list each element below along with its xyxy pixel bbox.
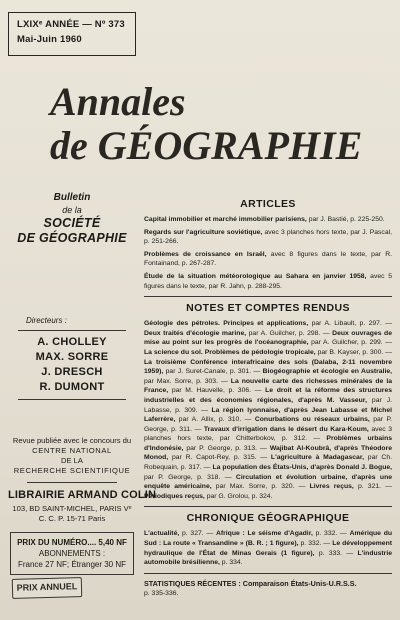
chronique-details: p. 327. — [179, 530, 216, 538]
note-title: Le droit et la réforme des structures industrielles et des économies régionales, d'après M. Vasseur, [144, 387, 393, 404]
publisher-name: LIBRAIRIE ARMAND COLIN [8, 489, 157, 501]
publisher-address: 103, BD SAINT-MICHEL, PARIS Vᵉ [12, 504, 132, 513]
issue-box [8, 12, 136, 56]
article-entry [144, 215, 392, 225]
note-details: par A. Guilcher, p. 299. — [308, 339, 392, 347]
subscription-prices: France 27 NF; Étranger 30 NF [17, 560, 127, 569]
note-details: par P. George, p. 318. — [144, 473, 236, 481]
note-title: La population des États-Unis, d'après Donald J. Bogue, [212, 464, 393, 472]
note-title: Circulation et évolution urbaine, d'après une enquête américaine, [144, 473, 393, 491]
note-title: Périodiques reçus, [144, 492, 205, 500]
note-title: L'agriculture à Madagascar, [270, 454, 364, 462]
note-details: par R. Capot-Rey, p. 315. — [168, 454, 271, 462]
note-title: Wajibat Al-Koubrâ, d'après Théodore Monod, [144, 444, 392, 462]
journal-title-line2: de GÉOGRAPHIE [50, 123, 363, 168]
note-details: avec 3 planches hors texte, par Chitterbokov, p. 312. — [144, 425, 392, 443]
left-column [8, 192, 157, 575]
chronique-heading: CHRONIQUE GÉOGRAPHIQUE [186, 512, 350, 525]
note-title: Deux traités d'écologie marine, [144, 329, 247, 337]
cnrs-credit [8, 436, 136, 476]
article-entry [144, 272, 392, 291]
note-details: par A. Libault, p. 297. — [308, 320, 393, 328]
divider [27, 482, 117, 483]
publisher-ccp: C. C. P. 15-71 Paris [38, 514, 106, 523]
director-name: J. DRESCH [41, 366, 103, 378]
note-details: p. 321. — [353, 483, 392, 491]
article-entry [144, 250, 392, 269]
note-details: par J. Suret-Canale, p. 301. — [163, 368, 263, 376]
note-title: Conurbations ou réseaux urbains, [254, 416, 370, 424]
note-title: Travaux d'irrigation dans le désert du Kara-Koum, [203, 425, 369, 433]
note-details: par P. George, p. 313. — [183, 444, 270, 452]
note-title: Géologie des pétroles. Principes et applications, [144, 320, 309, 328]
subscriptions-label: ABONNEMENTS : [38, 549, 106, 558]
note-title: Livres reçus, [309, 483, 354, 491]
chronique-details: p. 334. [219, 559, 243, 567]
note-title: La région lyonnaise, d'après Jean Labasse et Michel Laferrère, [144, 406, 392, 424]
article-details: avec 8 figures dans le texte, par R. Fontainand, p. 267-287. [144, 250, 393, 268]
note-details: par Ch. Robequain, p. 317. — [144, 454, 392, 472]
note-details: par Max. Sorre, p. 303. — [144, 377, 231, 385]
note-details: par A. Allix, p. 310. — [175, 416, 255, 424]
note-details: par J. Labasse, p. 309. — [144, 396, 393, 414]
contents-column [144, 198, 392, 598]
note-title: La troisième Conférence interafricaine des sols (Dalaba, 2-11 novembre 1959), [144, 358, 392, 376]
divider [144, 506, 392, 507]
chronique-title: Le développement hydraulique de l'État de Minas Gerais (1 figure), [144, 540, 393, 557]
article-title: Étude de la situation météorologique au Sahara en janvier 1958, [144, 272, 367, 280]
chronique-details: p. 332. — [298, 540, 333, 548]
article-details: avec 5 figures dans le texte, par R. Jahn, p. 288-295. [144, 272, 393, 290]
note-details: par Max. Sorre, p. 320. — [211, 483, 310, 491]
chronique-title: Amérique du Sud : La route « Transandine » (B. R. ; 1 figure), [144, 530, 393, 548]
note-title: Problèmes urbains d'Indonésie, [144, 435, 392, 452]
note-title: Biogéographie et écologie en Australie, [262, 368, 393, 376]
article-entry [144, 228, 392, 247]
cnrs-line2: CENTRE NATIONAL [32, 446, 112, 455]
chronique-title: L'industrie automobile brésilienne, [144, 549, 392, 567]
bulletin-of: de la [62, 205, 82, 215]
chronique-details: p. 333. — [314, 549, 358, 557]
director-name: A. CHOLLEY [37, 336, 107, 348]
statistics-pages: p. 335-336. [144, 589, 179, 597]
articles-heading: ARTICLES [240, 198, 296, 210]
note-details: par B. Kayser, p. 300. — [315, 348, 393, 356]
price-box [10, 532, 134, 575]
note-details: par A. Guilcher, p. 298. — [246, 329, 333, 337]
director-name: R. DUMONT [39, 381, 105, 393]
note-title: La science du sol. Problèmes de pédologie tropicale, [144, 348, 316, 356]
issue-price: PRIX DU NUMÉRO.... 5,40 NF [17, 538, 127, 547]
note-title: La nouvelle carte des richesses minérales de la France, [144, 377, 393, 395]
journal-title-line1: Annales [50, 79, 186, 124]
directors-label: Directeurs : [26, 316, 67, 325]
note-details: par M. Hauvelle, p. 306. — [168, 387, 266, 395]
cnrs-line4: RECHERCHE SCIENTIFIQUE [13, 466, 131, 475]
article-title: Capital immobilier et marché immobilier parisiens, [144, 216, 307, 223]
note-details: par P. George, p. 311. — [144, 416, 392, 433]
issue-date: Mai-Juin 1960 [17, 34, 82, 45]
divider [144, 296, 392, 297]
chronique-title: Afrique : Le séisme d'Agadir, [215, 530, 313, 538]
note-title: Deux ouvrages de mise au point sur les progrès de l'océanographie, [144, 329, 392, 347]
issue-volume-number: LXIXᵉ ANNÉE — Nº 373 [17, 19, 125, 30]
article-details: avec 3 planches hors texte, par J. Pascal, p. 251-266. [144, 228, 393, 246]
chronique-details: p. 332. — [312, 530, 350, 538]
society-name-line2: DE GÉOGRAPHIE [17, 231, 127, 245]
cnrs-line3: DE LA [61, 456, 83, 465]
chronique-text [144, 529, 392, 567]
bulletin-label: Bulletin [53, 192, 91, 203]
note-details: par G. Grolou, p. 324. [204, 492, 273, 500]
directors-box [18, 330, 126, 400]
cnrs-line1: Revue publiée avec le concours du [12, 436, 132, 445]
chronique-title: L'actualité, [144, 530, 180, 538]
statistics-heading: STATISTIQUES RÉCENTES : Comparaison États-Unis-U.R.S.S. [144, 578, 357, 588]
article-title: Regards sur l'agriculture soviétique, [144, 228, 263, 236]
society-name-line1: SOCIÉTÉ [43, 216, 101, 230]
price-stamp: PRIX ANNUEL [12, 577, 82, 599]
notes-heading: NOTES ET COMPTES RENDUS [186, 302, 350, 315]
article-title: Problèmes de croissance en Israël, [144, 250, 267, 258]
notes-text [144, 319, 392, 501]
director-name: MAX. SORRE [35, 351, 109, 363]
article-details: par J. Bastié, p. 225-250. [306, 216, 385, 223]
divider [144, 573, 392, 574]
